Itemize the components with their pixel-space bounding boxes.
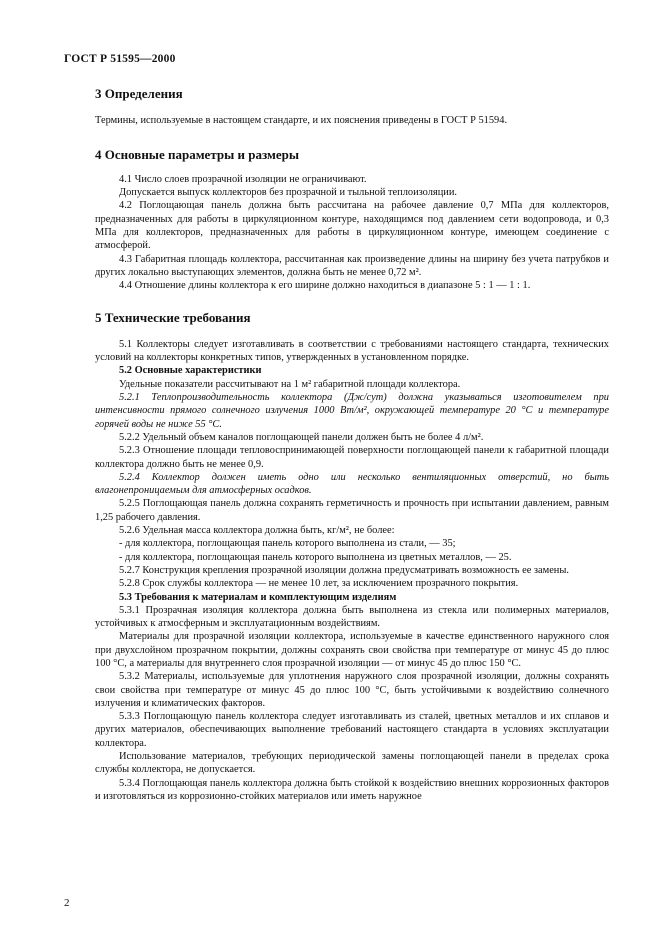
para-5-2-6a: - для коллектора, поглощающая панель которого выполнена из стали, — 35; — [119, 538, 456, 550]
section-3-title: 3 Определения — [95, 86, 183, 101]
section-5-title: 5 Технические требования — [95, 309, 251, 325]
section-4-title: 4 Основные параметры и размеры — [95, 146, 300, 162]
para-5-3-3b: Использование материалов, требующих периодической замены поглощающей панели в пределах срока службы коллектора, не допускается. — [95, 751, 609, 776]
para-4-4: 4.4 Отношение длины коллектора к его ширине должно находиться в диапазоне 5 : 1 — 1 : 1. — [119, 280, 531, 292]
para-4-1: 4.1 Число слоев прозрачной изоляции не ограничивают. — [119, 173, 367, 185]
para-5-3-3: 5.3.3 Поглощающую панель коллектора следует изготавливать из сталей, цветных металлов и их сплавов и других материалов, обеспечивающих выполнение требований настоящего стандарта в условиях эксплуатации коллектора. — [95, 711, 609, 749]
para-5-3-4: 5.3.4 Поглощающая панель коллектора должна быть стойкой к воздействию внешних коррозионных факторов и изготовляться из коррозионно-стойких материалов или иметь наружное — [95, 777, 609, 802]
heading-5-3: 5.3 Требования к материалам и комплектующим изделиям — [119, 591, 397, 603]
page-number: 2 — [64, 897, 70, 909]
para-5-2-6: 5.2.6 Удельная масса коллектора должна быть, кг/м², не более: — [119, 525, 395, 537]
para-5-2-8: 5.2.8 Срок службы коллектора — не менее 10 лет, за исключением прозрачного покрытия. — [119, 578, 519, 590]
para-5-3-2: 5.3.2 Материалы, используемые для уплотнения наружного слоя прозрачной изоляции, должны сохранять свои свойства при температуре от минус 45 до плюс 100 °С, быть устойчивыми к воздействию солнечного излучения и климатических факторов. — [95, 671, 609, 709]
para-5-3-1: 5.3.1 Прозрачная изоляция коллектора должна быть выполнена из стекла или полимерных материалов, устойчивых к атмосферным и эксплуатационным воздействиям. — [95, 604, 609, 630]
para-5-2-7: 5.2.7 Конструкция крепления прозрачной изоляции должна предусматривать возможность ее замены. — [119, 564, 569, 576]
para-5-2-6b: - для коллектора, поглощающая панель которого выполнена из цветных металлов, — 25. — [119, 551, 512, 563]
heading-5-2: 5.2 Основные характеристики — [119, 365, 262, 377]
para-5-2-1: 5.2.1 Теплопроизводительность коллектора (Дж/сут) должна указываться изготовителем при интенсивности прямого солнечного излучения 1000 Вт/м², окружающей температуре 20 °С и температуре горячей воды не ниже 55 °С. — [95, 392, 609, 430]
para-5-2a: Удельные показатели рассчитывают на 1 м² габаритной площади коллектора. — [119, 378, 461, 390]
page-header: ГОСТ Р 51595—2000 — [64, 53, 176, 65]
para-5-1: 5.1 Коллекторы следует изготавливать в соответствии с требованиями настоящего стандарта, технических условий на коллекторы конкретных типов, утвержденных в установленном порядке. — [95, 338, 609, 364]
para-5-2-4: 5.2.4 Коллектор должен иметь одно или несколько вентиляционных отверстий, но быть влагонепроницаемым для атмосферных осадков. — [95, 471, 609, 497]
para-5-2-5: 5.2.5 Поглощающая панель должна сохранять герметичность и прочность при испытании давлением, равным 1,25 рабочего давления. — [95, 498, 609, 523]
para-4-3: 4.3 Габаритная площадь коллектора, рассчитанная как произведение длины на ширину без учета патрубков и других локально выступающих элементов, должна быть не менее 0,72 м². — [95, 253, 609, 278]
section-3-text: Термины, используемые в настоящем стандарте, и их пояснения приведены в ГОСТ Р 51594. — [95, 115, 508, 127]
para-4-1b: Допускается выпуск коллекторов без прозрачной и тыльной теплоизоляции. — [119, 187, 457, 199]
para-4-2: 4.2 Поглощающая панель должна быть рассчитана на рабочее давление 0,7 МПа для коллекторов, предназначенных для работы в циркуляционном контуре, находящимся под давлением сети водопровода, и 0,3 МПа для коллекторов, предназначенных для работы в циркуляционном контуре, имеющем соединение с атмосферой. — [95, 200, 609, 252]
para-5-2-3: 5.2.3 Отношение площади тепловоспринимающей поверхности поглощающей панели к габаритной площади коллектора должно быть не менее 0,9. — [95, 445, 609, 470]
para-5-3-1b: Материалы для прозрачной изоляции коллектора, используемые в качестве единственного наружного слоя при двухслойном прозрачном покрытии, должны сохранять свои свойства при температуре от минус 45 до плюс 100 °С, а материалы для внутреннего слоя прозрачной изоляции — от минус 45 до плюс 150 °С. — [95, 631, 609, 669]
para-5-2-2: 5.2.2 Удельный объем каналов поглощающей панели должен быть не более 4 л/м². — [119, 431, 484, 443]
